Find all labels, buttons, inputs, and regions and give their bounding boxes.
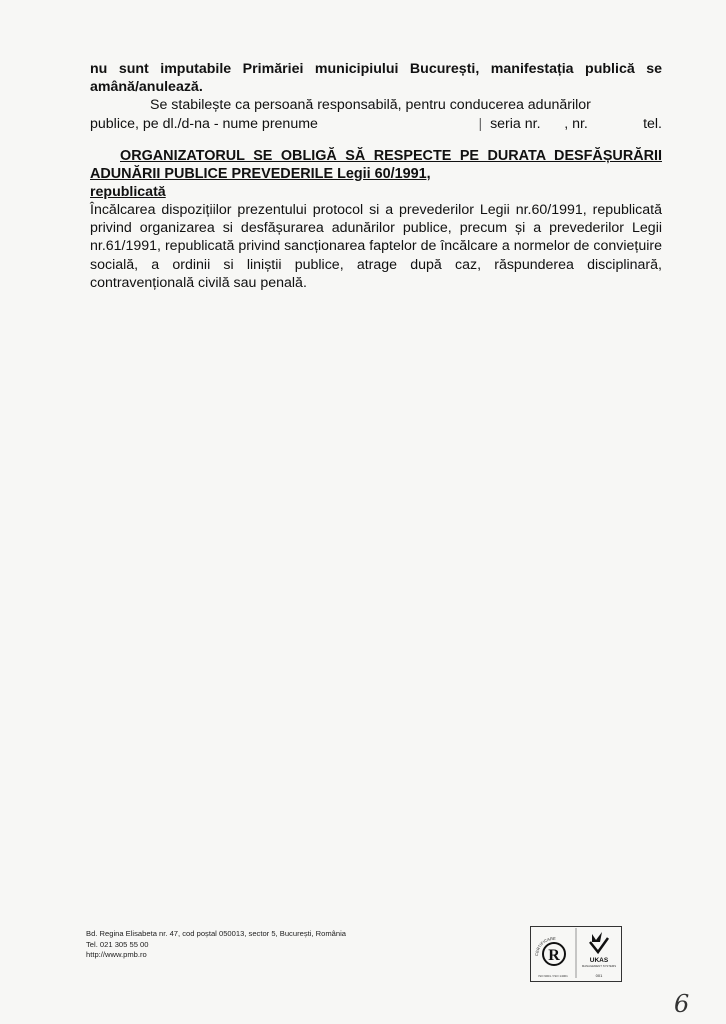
tel-label: tel. [643,115,662,132]
section-heading: ORGANIZATORUL SE OBLIGĂ SĂ RESPECTE PE DURATA DESFĂȘURĂRII ADUNĂRII PUBLICE PREVEDERILE Legii 60/1991, [90,147,662,182]
ukas-code: 001 [595,973,603,978]
footer-contact [86,929,386,961]
certification-logos [530,926,622,982]
section-heading-reference: republicată [90,183,166,200]
serie-label: seria nr. [490,115,541,132]
field-separator: , [564,115,569,132]
field-separator: | [478,115,483,132]
ukas-label: UKAS [589,957,609,964]
paragraph-penalties: Încălcarea dispozițiilor prezentului protocol si a prevederilor Legii nr.60/1991, republicată privind organizarea si desfășurarea adunărilor publice, precum și a prevederilor Legii nr.61/1991, republicată privind sancționarea faptelor de încălcare a normelor de conviețuire socială, a ordinii si liniștii publice, atrage după caz, răspunderea disciplinară, contravențională civilă sau penală. [90,202,662,291]
paragraph-responsible-line2 [90,115,662,133]
cert-letter: R [548,947,560,964]
certification-logo-icon [530,926,622,982]
footer-phone: Tel. 021 305 55 00 [86,939,149,949]
iso-line: ISO 9001 / ISO 14001 [538,974,568,978]
footer-web: http://www.pmb.ro [86,950,147,959]
paragraph-responsible-line1: Se stabilește ca persoană responsabilă, pentru conducerea adunărilor [150,97,591,114]
document-body [90,60,662,292]
footer-address: Bd. Regina Elisabeta nr. 47, cod poștal 050013, sector 5, București, România [86,929,347,938]
page-number: 6 [674,990,690,1018]
ukas-sub: MANAGEMENT SYSTEMS [581,964,617,968]
responsible-fields [478,115,662,133]
paragraph-postpone: nu sunt imputabile Primăriei municipiului București, manifestația publică se amână/anulează. [90,61,662,96]
nr-label: nr. [572,115,588,132]
crown-icon [592,932,602,942]
cert-arc-text: CERTIFICARE [533,935,556,957]
responsible-name-label: publice, pe dl./d-na - nume prenume [90,115,318,132]
